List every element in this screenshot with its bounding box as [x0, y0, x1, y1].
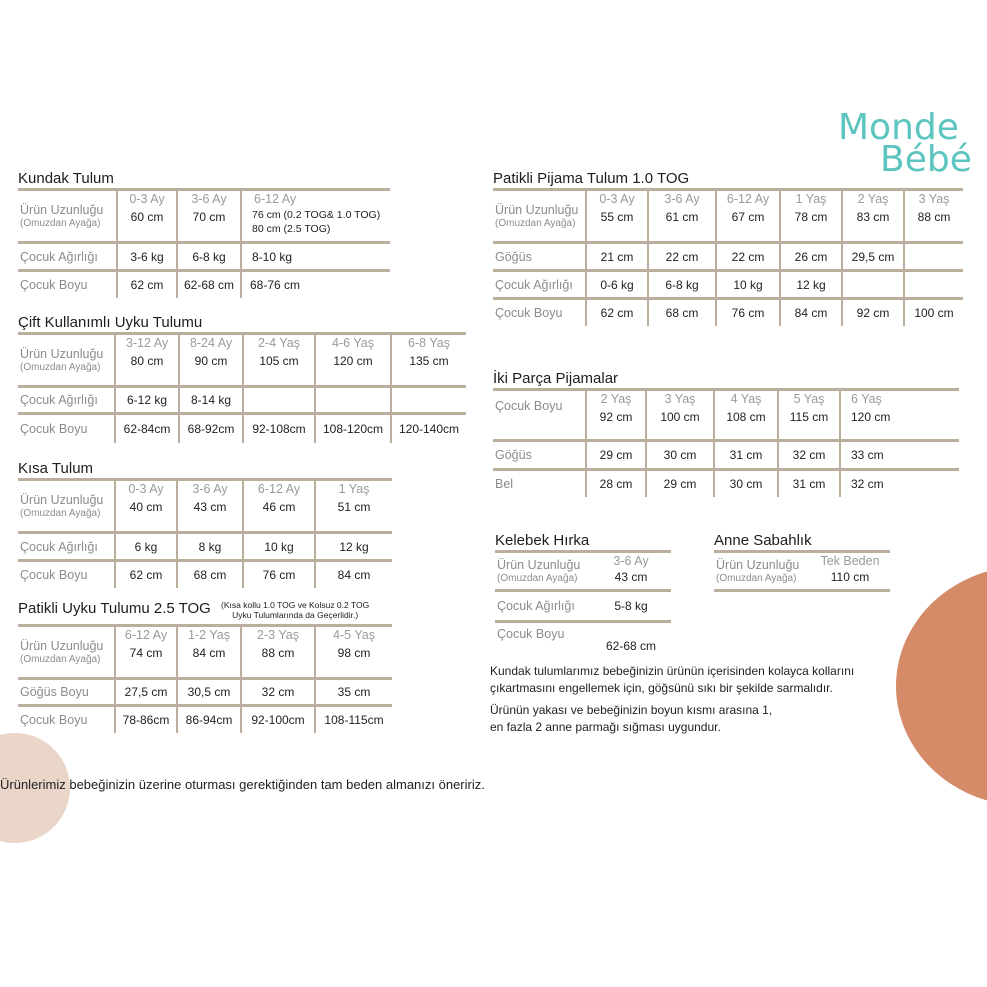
table-cell: 6 Yaş 120 cm	[851, 392, 891, 424]
table-cell: 84 cm	[781, 300, 843, 326]
row-label: Çocuk Boyu	[493, 300, 587, 326]
pijama-tulum-table	[493, 188, 963, 326]
table-cell: 6-8 Yaş 135 cm	[408, 336, 450, 368]
table-cell: 5 Yaş 115 cm	[779, 391, 841, 439]
table-row	[495, 553, 671, 592]
table-cell	[905, 272, 963, 297]
kelebek-section	[495, 532, 671, 653]
patikli-uyku-title-text: Patikli Uyku Tulumu 2.5 TOG	[18, 600, 211, 617]
table-cell: 27,5 cm	[116, 680, 178, 704]
table-cell: 29,5 cm	[843, 244, 905, 269]
table-cell: 8 kg	[178, 534, 244, 559]
table-row	[18, 680, 392, 707]
table-row	[493, 442, 959, 471]
decorative-circle-right	[896, 566, 987, 806]
table-cell: 1 Yaş 78 cm	[781, 191, 843, 241]
row-label: Göğüs	[493, 442, 587, 468]
table-row	[18, 388, 466, 415]
table-cell: 30 cm	[647, 442, 715, 468]
row-label: Çocuk Ağırlığı	[18, 244, 118, 269]
table-row	[18, 272, 390, 298]
table-cell: Tek Beden 110 cm	[820, 554, 880, 584]
table-cell: 3-6 Ay 43 cm	[178, 481, 244, 531]
table-row	[495, 623, 671, 653]
row-label: Göğüs	[493, 244, 587, 269]
table-cell: 76 cm	[717, 300, 781, 326]
table-cell: 29 cm	[647, 471, 715, 497]
patikli-uyku-section	[18, 600, 392, 733]
table-row	[18, 534, 392, 562]
table-cell: 0-3 Ay 55 cm	[587, 191, 649, 241]
cift-title: Çift Kullanımlı Uyku Tulumu	[18, 314, 203, 331]
table-cell: 5-8 kg	[614, 599, 648, 613]
table-cell: 76 cm	[244, 562, 316, 588]
table-cell: 108-120cm	[316, 415, 392, 443]
table-row	[18, 191, 390, 244]
table-cell: 22 cm	[717, 244, 781, 269]
row-label: Çocuk Boyu	[18, 272, 118, 298]
row-label: Ürün Uzunluğu (Omuzdan Ayağa)	[18, 627, 116, 677]
table-cell: 29 cm	[587, 442, 647, 468]
table-row	[18, 707, 392, 733]
cift-table	[18, 332, 466, 443]
table-cell: 62 cm	[587, 300, 649, 326]
table-cell: 0-3 Ay 60 cm	[118, 191, 178, 241]
table-cell: 12 kg	[781, 272, 843, 297]
table-cell: 10 kg	[717, 272, 781, 297]
table-cell	[905, 244, 963, 269]
row-label: Ürün Uzunluğu (Omuzdan Ayağa)	[18, 481, 116, 531]
table-cell	[843, 272, 905, 297]
table-row	[18, 415, 466, 443]
iki-parca-title: İki Parça Pijamalar	[493, 370, 619, 387]
cift-kullanimli-section	[18, 314, 466, 443]
kundak-title: Kundak Tulum	[18, 170, 114, 187]
table-cell: 78-86cm	[116, 707, 178, 733]
table-cell: 62 cm	[116, 562, 178, 588]
table-cell: 3-6 kg	[118, 244, 178, 269]
row-label: Çocuk Boyu	[493, 391, 587, 439]
table-cell: 28 cm	[587, 471, 647, 497]
table-cell: 92-108cm	[244, 415, 316, 443]
table-cell: 68 cm	[649, 300, 717, 326]
table-cell: 3-12 Ay 80 cm	[116, 335, 180, 385]
table-cell: 4-5 Yaş 98 cm	[333, 628, 375, 660]
table-cell: 32 cm	[242, 680, 316, 704]
patikli-uyku-note: (Kısa kollu 1.0 TOG ve Kolsuz 0.2 TOG Uyku Tulumlarında da Geçerlidir.)	[221, 600, 370, 620]
row-label: Çocuk Ağırlığı	[493, 272, 587, 297]
table-cell: 0-3 Ay 40 cm	[116, 481, 178, 531]
pijama-tulum-title: Patikli Pijama Tulum 1.0 TOG	[493, 170, 690, 187]
row-label: Ürün Uzunluğu (Omuzdan Ayağa)	[497, 558, 581, 584]
table-cell: 3-6 Ay 43 cm	[613, 554, 649, 584]
table-cell: 8-14 kg	[180, 388, 244, 412]
logo-line-1: Monde	[838, 107, 959, 148]
table-cell: 92-100cm	[242, 707, 316, 733]
table-cell: 30,5 cm	[178, 680, 242, 704]
table-cell: 3 Yaş 100 cm	[647, 391, 715, 439]
kundak-note-line-1: Kundak tulumlarımız bebeğinizin ürünün içerisinden kolayca kollarını	[490, 664, 855, 678]
table-row	[714, 553, 890, 592]
row-label: Ürün Uzunluğu (Omuzdan Ayağa)	[493, 191, 587, 241]
table-cell: 30 cm	[715, 471, 779, 497]
table-row	[18, 627, 392, 680]
table-cell: 22 cm	[649, 244, 717, 269]
table-row	[493, 471, 959, 497]
row-label: Göğüs Boyu	[18, 680, 116, 704]
table-cell: 62-84cm	[116, 415, 180, 443]
row-label: Ürün Uzunluğu (Omuzdan Ayağa)	[716, 558, 800, 584]
table-cell: 6-12 Ay 74 cm	[116, 627, 178, 677]
yaka-note-line-1: Ürünün yakası ve bebeğinizin boyun kısmı arasına 1,	[490, 703, 773, 717]
table-cell: 3 Yaş 88 cm	[917, 192, 951, 224]
table-cell: 6-12 Ay 76 cm (0.2 TOG& 1.0 TOG) 80 cm (2.5 TOG)	[252, 192, 381, 235]
table-cell: 108-115cm	[324, 713, 384, 727]
table-row	[493, 244, 963, 272]
table-row	[493, 191, 963, 244]
yaka-note	[490, 702, 772, 736]
anne-table	[714, 550, 890, 592]
table-row	[18, 562, 392, 588]
kisa-tulum-section	[18, 460, 392, 588]
kisa-table	[18, 478, 392, 588]
table-cell: 26 cm	[781, 244, 843, 269]
row-label: Çocuk Boyu	[18, 562, 116, 588]
anne-title: Anne Sabahlık	[714, 532, 812, 549]
table-cell: 6-12 Ay 67 cm	[717, 191, 781, 241]
table-cell: 4-6 Yaş 120 cm	[316, 335, 392, 385]
table-cell: 33 cm	[851, 448, 884, 462]
table-cell: 1-2 Yaş 84 cm	[178, 627, 242, 677]
row-label: Çocuk Boyu	[18, 415, 116, 443]
table-cell: 68-92cm	[180, 415, 244, 443]
table-cell: 62-68 cm	[605, 639, 657, 653]
table-cell: 68-76 cm	[250, 278, 301, 292]
table-cell: 31 cm	[715, 442, 779, 468]
patikli-uyku-table	[18, 624, 392, 733]
table-cell: 6-8 kg	[649, 272, 717, 297]
brand-logo	[838, 107, 972, 180]
kisa-title: Kısa Tulum	[18, 460, 94, 477]
row-label: Çocuk Boyu	[497, 627, 565, 641]
table-row	[493, 272, 963, 300]
table-cell	[392, 388, 466, 412]
table-cell: 68 cm	[178, 562, 244, 588]
row-label: Ürün Uzunluğu (Omuzdan Ayağa)	[18, 335, 116, 385]
row-label: Ürün Uzunluğu (Omuzdan Ayağa)	[18, 191, 118, 241]
kundak-note	[490, 663, 854, 697]
table-cell: 12 kg	[339, 539, 369, 554]
patikli-uyku-title	[18, 600, 392, 624]
table-cell: 4 Yaş 108 cm	[715, 391, 779, 439]
table-cell: 35 cm	[337, 685, 371, 699]
table-cell: 2-4 Yaş 105 cm	[244, 335, 316, 385]
kundak-tulum-section	[18, 170, 390, 298]
table-cell: 3-6 Ay 70 cm	[178, 191, 242, 241]
table-cell: 1 Yaş 51 cm	[337, 482, 371, 514]
table-cell: 32 cm	[779, 442, 841, 468]
row-label: Bel	[493, 471, 587, 497]
kelebek-table	[495, 550, 671, 653]
table-row	[495, 592, 671, 623]
table-cell: 2 Yaş 83 cm	[843, 191, 905, 241]
table-row	[493, 300, 963, 326]
iki-parca-section	[493, 370, 959, 497]
anne-sabahlik-section	[714, 532, 890, 592]
row-label: Çocuk Boyu	[18, 707, 116, 733]
table-row	[18, 335, 466, 388]
yaka-note-line-2: en fazla 2 anne parmağı sığması uygundur.	[490, 720, 721, 734]
table-cell: 6-12 kg	[116, 388, 180, 412]
table-row	[18, 244, 390, 272]
table-cell: 10 kg	[244, 534, 316, 559]
table-cell: 6-12 Ay 46 cm	[244, 481, 316, 531]
table-cell: 31 cm	[779, 471, 841, 497]
table-row	[18, 481, 392, 534]
bottom-note: Ürünlerimiz bebeğinizin üzerine oturması gerektiğinden tam beden almanızı öneririz.	[0, 777, 485, 792]
table-cell: 62-68 cm	[178, 272, 242, 298]
table-cell: 3-6 Ay 61 cm	[649, 191, 717, 241]
table-cell: 21 cm	[587, 244, 649, 269]
logo-line-2: Bébé	[880, 139, 972, 180]
table-cell: 120-140cm	[398, 422, 460, 436]
table-row	[493, 391, 959, 442]
row-label: Çocuk Ağırlığı	[497, 599, 575, 613]
table-cell: 6-8 kg	[178, 244, 242, 269]
table-cell: 62 cm	[118, 272, 178, 298]
iki-parca-table	[493, 388, 959, 497]
kundak-table	[18, 188, 390, 298]
row-label: Çocuk Ağırlığı	[18, 388, 116, 412]
kelebek-title: Kelebek Hırka	[495, 532, 590, 549]
table-cell: 2 Yaş 92 cm	[587, 391, 647, 439]
table-cell: 86-94cm	[178, 707, 242, 733]
table-cell	[316, 388, 392, 412]
table-cell: 32 cm	[851, 477, 884, 491]
table-cell: 2-3 Yaş 88 cm	[242, 627, 316, 677]
table-cell: 0-6 kg	[587, 272, 649, 297]
table-cell: 92 cm	[843, 300, 905, 326]
pijama-tulum-section	[493, 170, 963, 326]
table-cell: 100 cm	[914, 306, 954, 320]
row-label: Çocuk Ağırlığı	[18, 534, 116, 559]
table-cell: 6 kg	[116, 534, 178, 559]
kundak-note-line-2: çıkartmasını engellemek için, göğsünü sıkı bir şekilde sarmalıdır.	[490, 681, 833, 695]
table-cell: 8-10 kg	[252, 249, 293, 264]
table-cell: 84 cm	[337, 568, 371, 582]
table-cell: 8-24 Ay 90 cm	[180, 335, 244, 385]
table-cell	[244, 388, 316, 412]
